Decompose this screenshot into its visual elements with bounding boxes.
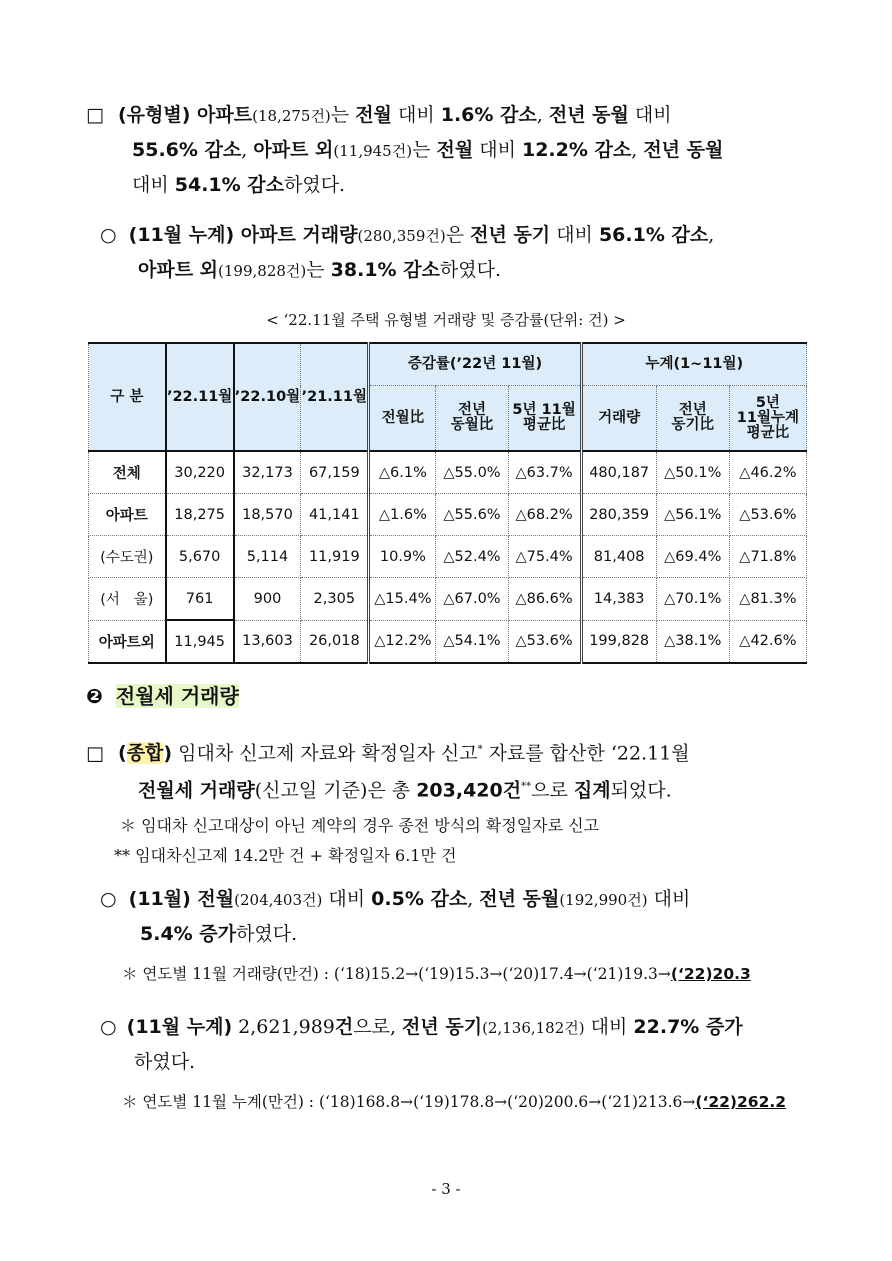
table-cell: 32,173 xyxy=(234,451,301,494)
text: (11,945건) xyxy=(333,142,413,160)
header-text: 동기比 xyxy=(671,417,715,433)
text: 하였다. xyxy=(134,1051,196,1073)
text: 대비 xyxy=(647,888,691,910)
text: 대비 xyxy=(550,224,599,246)
text: , xyxy=(708,224,715,246)
paragraph-line-3 xyxy=(86,168,816,202)
table-cell: 2,305 xyxy=(301,578,369,621)
text-bold: 0.5% 감소 xyxy=(371,888,468,910)
table-cell: 18,275 xyxy=(166,494,234,536)
header-5yr-cum-avg xyxy=(729,386,806,452)
circle-bullet: ○ xyxy=(100,1016,117,1038)
header-text: 전년 xyxy=(678,402,707,418)
paragraph-cumulative xyxy=(100,218,816,288)
text: 은 xyxy=(445,224,471,246)
section-number-icon: ❷ xyxy=(86,684,103,708)
table-cell: △70.1% xyxy=(656,578,729,621)
table-cell: △63.7% xyxy=(508,451,581,494)
table-cell: 41,141 xyxy=(301,494,369,536)
text: (192,990건) xyxy=(559,891,648,909)
text-bold: 38.1% 감소 xyxy=(330,259,440,281)
text: (199,828건) xyxy=(218,262,307,280)
table-row xyxy=(89,494,807,536)
footnote-2: ** 임대차신고제 14.2만 건 + 확정일자 6.1만 건 xyxy=(114,846,457,865)
text: 대비 xyxy=(628,104,672,126)
header-text: 11월누계 xyxy=(736,409,799,426)
table-cell: △68.2% xyxy=(508,494,581,536)
paragraph-line-1 xyxy=(100,1010,816,1045)
checkbox-bullet: □ xyxy=(86,742,104,765)
row-label: 전체 xyxy=(89,451,166,494)
table-cell: △75.4% xyxy=(508,536,581,578)
row-label: (수도권) xyxy=(89,536,166,578)
table-cell: △50.1% xyxy=(656,451,729,494)
checkbox-bullet: □ xyxy=(86,104,104,126)
table-row xyxy=(89,451,807,494)
text: , xyxy=(241,139,254,161)
header-yoy xyxy=(436,386,508,452)
text: 자료를 합산한 ‘22.11월 xyxy=(482,742,690,765)
text: 는 xyxy=(306,259,331,281)
table-cell: 67,159 xyxy=(301,451,369,494)
footnote-1: ＊ 임대차 신고대상이 아닌 계약의 경우 종전 방식의 확정일자로 신고 xyxy=(120,816,600,835)
text-bold: 전월 xyxy=(436,139,474,161)
text-bold: 전월 xyxy=(355,104,392,126)
text: 대비 xyxy=(132,174,175,196)
row-label: (서 울) xyxy=(89,578,166,621)
header-text: 평균比 xyxy=(522,417,566,433)
header-text: 평균比 xyxy=(746,424,790,441)
paragraph-cumulative-lease xyxy=(100,1010,816,1079)
table-cell: △52.4% xyxy=(436,536,508,578)
header-text: 전년 xyxy=(457,402,486,418)
table-cell: △54.1% xyxy=(436,620,508,663)
page-number: - 3 - xyxy=(431,1180,461,1198)
table-cell: △81.3% xyxy=(729,578,806,621)
paragraph-line-2 xyxy=(86,770,816,807)
text-bold: (11월 누계) 아파트 거래량 xyxy=(128,224,358,246)
table-cell: 480,187 xyxy=(581,451,656,494)
paragraph-line-1 xyxy=(86,98,816,133)
paragraph-monthly xyxy=(100,882,816,951)
text-bold: 전월세 거래량 xyxy=(138,779,255,802)
table-cell: △38.1% xyxy=(656,620,729,663)
text: (신고일 기준)은 총 xyxy=(254,779,417,802)
header-cumulative: 누계(1~11월) xyxy=(581,343,806,386)
note-text: ＊ 연도별 11월 거래량(만건) : (‘18)15.2→(‘19)15.3→(‘20)17.4→(‘21)19.3→ xyxy=(122,965,671,983)
text: 하였다. xyxy=(439,259,502,281)
apartment-label: (유형별) 아파트 xyxy=(118,104,253,126)
row-label: 아파트외 xyxy=(89,620,166,663)
text: (204,403건) xyxy=(234,891,323,909)
header-2022-oct: ’22.10월 xyxy=(234,343,301,451)
table-cell: △86.6% xyxy=(508,578,581,621)
text-bold: (11월 누계) xyxy=(126,1016,233,1038)
text: 2,621,989 xyxy=(232,1016,335,1038)
table-cell: 761 xyxy=(166,578,234,621)
paragraph-line-2 xyxy=(100,917,816,951)
text-bold: 전년 동월 xyxy=(548,104,629,126)
table-row xyxy=(89,620,807,663)
cumulative-yearly-note xyxy=(122,1090,786,1112)
row-label: 아파트 xyxy=(89,494,166,536)
table-cell: △15.4% xyxy=(369,578,436,621)
text-bold: 56.1% 감소 xyxy=(598,224,709,246)
text-bold: 1.6% 감소 xyxy=(440,104,537,126)
text: 대비 xyxy=(391,104,441,126)
table-cell: △53.6% xyxy=(508,620,581,663)
table-cell: 199,828 xyxy=(581,620,656,663)
table-cell: 5,670 xyxy=(166,536,234,578)
text-bold: 22.7% 증가 xyxy=(633,1016,743,1038)
paragraph-line-2 xyxy=(100,253,816,288)
text: 대비 xyxy=(473,139,522,161)
text: , xyxy=(631,139,644,161)
header-yoy-cum xyxy=(656,386,729,452)
paragraph-line-1 xyxy=(86,733,816,770)
table-cell: 11,919 xyxy=(301,536,369,578)
table-cell: △56.1% xyxy=(656,494,729,536)
table-row xyxy=(89,536,807,578)
table-cell: △6.1% xyxy=(369,451,436,494)
footnote-mark: ** xyxy=(521,781,532,793)
text-bold: 203,420건 xyxy=(416,779,522,802)
table-cell: 18,570 xyxy=(234,494,301,536)
text-bold: 전년 동기 xyxy=(470,224,551,246)
text-bold: 건 xyxy=(334,1016,354,1038)
table-cell: 81,408 xyxy=(581,536,656,578)
text-bold: 55.6% 감소 xyxy=(132,139,242,161)
table-cell: 13,603 xyxy=(234,620,301,663)
note-text: ＊ 연도별 11월 누계(만건) : (‘18)168.8→(‘19)178.8→(‘20)200.6→(‘21)213.6→ xyxy=(122,1093,696,1111)
text-bold: 12.2% 감소 xyxy=(521,139,632,161)
table-cell: △1.6% xyxy=(369,494,436,536)
text: , xyxy=(536,104,549,126)
table-cell: 30,220 xyxy=(166,451,234,494)
table-cell: △53.6% xyxy=(729,494,806,536)
table-cell: △55.6% xyxy=(436,494,508,536)
paragraph-summary xyxy=(86,733,816,808)
text: 는 xyxy=(330,104,356,126)
note-highlight: (‘22)20.3 xyxy=(670,965,751,983)
table-caption: < ‘22.11월 주택 유형별 거래량 및 증감률(단위: 건) > xyxy=(266,311,626,329)
text-bold: 전년 동기 xyxy=(402,1016,483,1038)
table-cell: △12.2% xyxy=(369,620,436,663)
text-bold: 54.1% 감소 xyxy=(174,174,284,196)
table-cell: 14,383 xyxy=(581,578,656,621)
circle-bullet: ○ xyxy=(100,224,117,246)
table-cell: △46.2% xyxy=(729,451,806,494)
table-cell: △55.0% xyxy=(436,451,508,494)
paragraph-line-2 xyxy=(86,133,816,168)
table-cell: △69.4% xyxy=(656,536,729,578)
text: (2,136,182건) xyxy=(482,1019,585,1037)
header-5yr-avg xyxy=(508,386,581,452)
text: 되었다. xyxy=(610,779,672,802)
text-bold: 아파트 외 xyxy=(253,139,334,161)
text: 으로 xyxy=(531,779,574,802)
table-cell: △42.6% xyxy=(729,620,806,663)
text: 으로, xyxy=(353,1016,403,1038)
header-text: 5년 11월 xyxy=(512,402,576,418)
text-bold: ( xyxy=(118,742,127,765)
text-bold: 전년 동월 xyxy=(479,888,560,910)
table-cell: 900 xyxy=(234,578,301,621)
text: 는 xyxy=(412,139,437,161)
circle-bullet: ○ xyxy=(100,888,117,910)
text-bold: ) xyxy=(163,742,173,765)
text: 대비 xyxy=(584,1016,634,1038)
table-cell: 10.9% xyxy=(369,536,436,578)
table-row xyxy=(89,578,807,621)
text-bold: 종합 xyxy=(126,742,164,765)
footnote-mark: * xyxy=(477,744,483,755)
note-highlight: (‘22)262.2 xyxy=(695,1093,787,1111)
text-bold: 전년 동월 xyxy=(643,139,724,161)
transaction-table xyxy=(88,342,807,664)
text: 하였다. xyxy=(284,174,346,196)
apartment-count: (18,275건) xyxy=(252,107,331,125)
text-bold: (11월) 전월 xyxy=(128,888,235,910)
monthly-yearly-note xyxy=(122,962,751,984)
header-text: 동월比 xyxy=(450,417,494,433)
paragraph-line-1 xyxy=(100,882,816,917)
table-cell: 5,114 xyxy=(234,536,301,578)
header-volume: 거래량 xyxy=(581,386,656,452)
text-bold: 집계 xyxy=(573,779,611,802)
header-change-rate: 증감률(’22년 11월) xyxy=(369,343,581,386)
section-title: 전월세 거래량 xyxy=(115,684,239,708)
header-gubun: 구 분 xyxy=(89,343,166,451)
table-cell: 26,018 xyxy=(301,620,369,663)
paragraph-line-1 xyxy=(100,218,816,253)
section-heading xyxy=(86,680,239,709)
text: (280,359건) xyxy=(357,227,446,245)
table-cell: △71.8% xyxy=(729,536,806,578)
text: 하였다. xyxy=(236,923,298,945)
text-bold: 5.4% 증가 xyxy=(140,923,237,945)
header-2022-nov: ’22.11월 xyxy=(166,343,234,451)
header-2021-nov: ’21.11월 xyxy=(301,343,369,451)
text: 대비 xyxy=(322,888,372,910)
header-text: 5년 xyxy=(755,394,780,411)
header-mom: 전월比 xyxy=(369,386,436,452)
paragraph-line-2 xyxy=(100,1045,816,1079)
text-bold: 아파트 외 xyxy=(138,259,219,281)
text: , xyxy=(467,888,480,910)
text: 임대차 신고제 자료와 확정일자 신고 xyxy=(172,742,478,765)
paragraph-apartment-type xyxy=(86,98,816,202)
table-cell: △67.0% xyxy=(436,578,508,621)
table-cell: 280,359 xyxy=(581,494,656,536)
table-cell: 11,945 xyxy=(166,620,234,663)
